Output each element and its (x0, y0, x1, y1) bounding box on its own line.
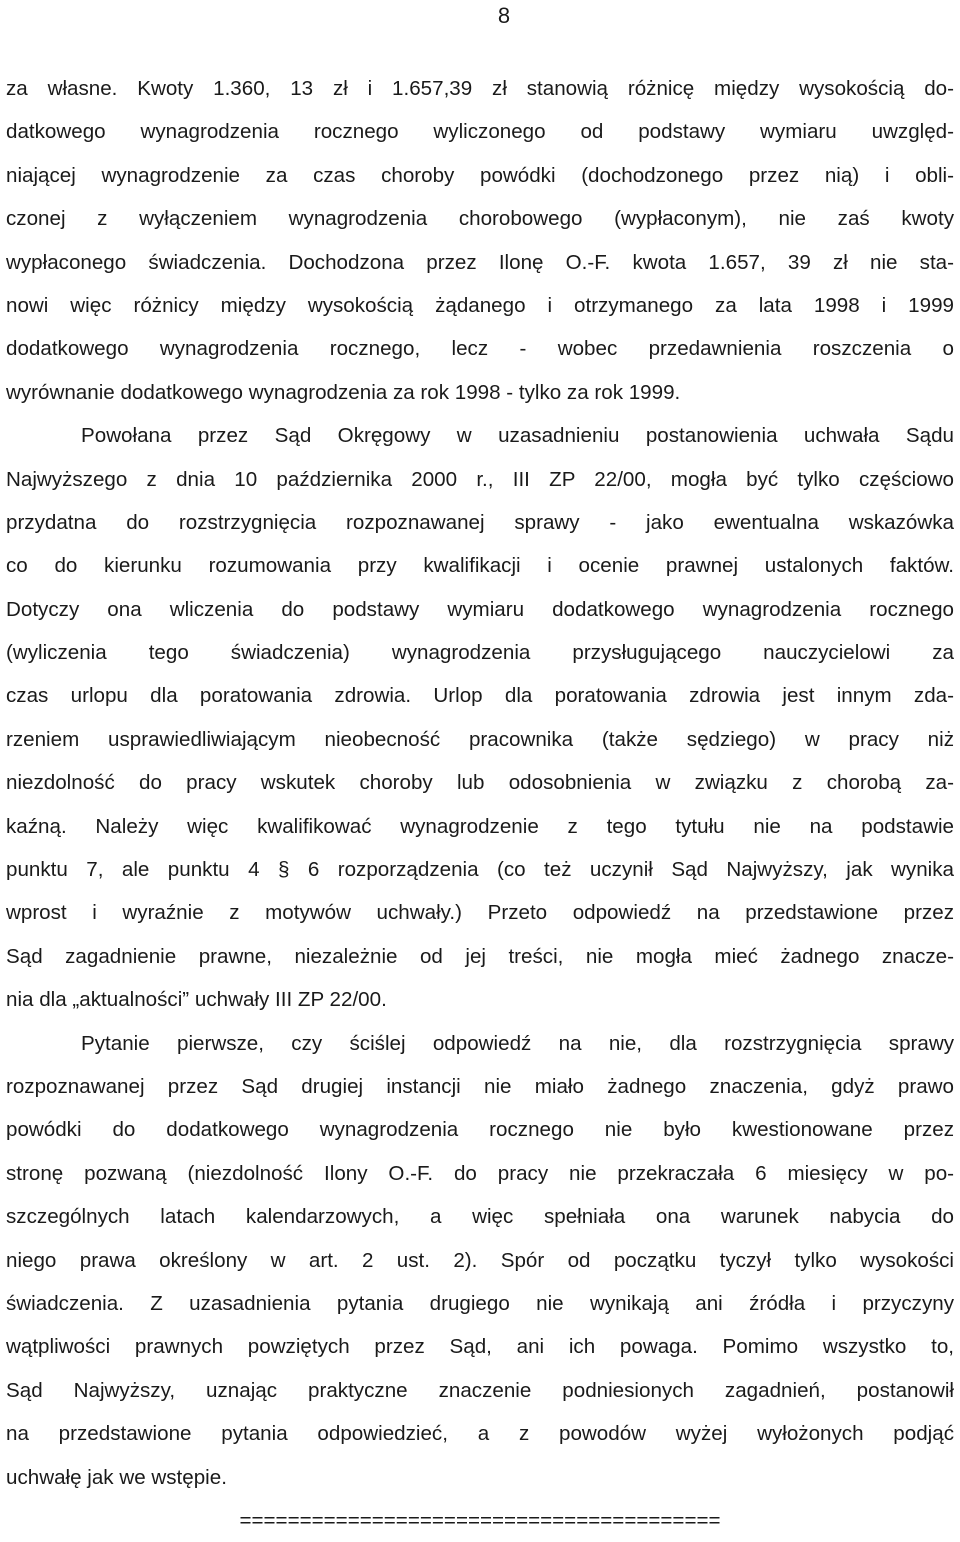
text-line: czas urlopu dla poratowania zdrowia. Urlop dla poratowania zdrowia jest innym zda- (6, 684, 954, 708)
text-line: niego prawa określony w art. 2 ust. 2). Spór od początku tyczył tylko wysokości (6, 1248, 954, 1272)
text-line: stronę pozwaną (niezdolność Ilony O.-F. do pracy nie przekraczała 6 miesięcy w po- (6, 1161, 954, 1185)
text-line: powódki do dodatkowego wynagrodzenia rocznego nie było kwestionowane przez (6, 1118, 954, 1142)
text-line: co do kierunku rozumowania przy kwalifikacji i ocenie prawnej ustalonych faktów. (6, 554, 954, 578)
text-line: Sąd zagadnienie prawne, niezależnie od jej treści, nie mogła mieć żadnego znacze- (6, 944, 954, 968)
text-line: wątpliwości prawnych powziętych przez Sąd, ani ich powaga. Pomimo wszystko to, (6, 1335, 954, 1359)
text-line: przydatna do rozstrzygnięcia rozpoznawanej sprawy - jako ewentualna wskazówka (6, 510, 954, 534)
text-line: Pytanie pierwsze, czy ściślej odpowiedź na nie, dla rozstrzygnięcia sprawy (81, 1031, 954, 1055)
text-line: za własne. Kwoty 1.360, 13 zł i 1.657,39 zł stanowią różnicę między wysokością do- (6, 77, 954, 100)
section-separator: ======================================== (239, 1508, 721, 1532)
text-line: nowi więc różnicy między wysokością żądanego i otrzymanego za lata 1998 i 1999 (6, 293, 954, 317)
text-line: dodatkowego wynagrodzenia rocznego, lecz - wobec przedawnienia roszczenia o (6, 337, 954, 361)
document-body (6, 67, 954, 1542)
page-number: 8 (497, 3, 511, 28)
text-line: Najwyższego z dnia 10 października 2000 r., III ZP 22/00, mogła być tylko częściowo (6, 467, 954, 491)
text-line: datkowego wynagrodzenia rocznego wyliczonego od podstawy wymiaru uwzględ- (6, 120, 954, 144)
text-line: rozpoznawanej przez Sąd drugiej instancji nie miało żadnego znaczenia, gdyż prawo (6, 1074, 954, 1098)
text-line: Dotyczy ona wliczenia do podstawy wymiaru dodatkowego wynagrodzenia rocznego (6, 597, 954, 621)
text-line: (wyliczenia tego świadczenia) wynagrodzenia przysługującego nauczycielowi za (6, 641, 954, 665)
text-line: uchwałę jak we wstępie. (6, 1465, 227, 1489)
text-line: wyrównanie dodatkowego wynagrodzenia za rok 1998 - tylko za rok 1999. (6, 380, 681, 404)
text-line: Sąd Najwyższy, uznając praktyczne znaczenie podniesionych zagadnień, postanowił (6, 1378, 954, 1402)
text-line: niezdolność do pracy wskutek choroby lub odosobnienia w związku z chorobą za- (6, 771, 954, 795)
text-line: wprost i wyraźnie z motywów uchwały.) Przeto odpowiedź na przedstawione przez (6, 901, 954, 925)
text-line: nia dla „aktualności” uchwały III ZP 22/00. (6, 988, 387, 1012)
text-line: niającej wynagrodzenie za czas choroby powódki (dochodzonego przez nią) i obli- (6, 163, 954, 187)
text-line: czonej z wyłączeniem wynagrodzenia chorobowego (wypłaconym), nie zaś kwoty (6, 207, 954, 231)
text-line: wypłaconego świadczenia. Dochodzona przez Ilonę O.-F. kwota 1.657, 39 zł nie sta- (6, 250, 954, 274)
text-line: kaźną. Należy więc kwalifikować wynagrodzenie z tego tytułu nie na podstawie (6, 814, 954, 838)
text-line: świadczenia. Z uzasadnienia pytania drugiego nie wynikają ani źródła i przyczyny (6, 1291, 954, 1315)
text-line: szczególnych latach kalendarzowych, a więc spełniała ona warunek nabycia do (6, 1205, 954, 1229)
text-line: Powołana przez Sąd Okręgowy w uzasadnieniu postanowienia uchwała Sądu (81, 424, 954, 448)
text-line: rzeniem usprawiedliwiającym nieobecność pracownika (także sędziego) w pracy niż (6, 727, 954, 751)
text-line: punktu 7, ale punktu 4 § 6 rozporządzenia (co też uczynił Sąd Najwyższy, jak wynika (6, 858, 954, 882)
text-line: na przedstawione pytania odpowiedzieć, a z powodów wyżej wyłożonych podjąć (6, 1422, 954, 1446)
